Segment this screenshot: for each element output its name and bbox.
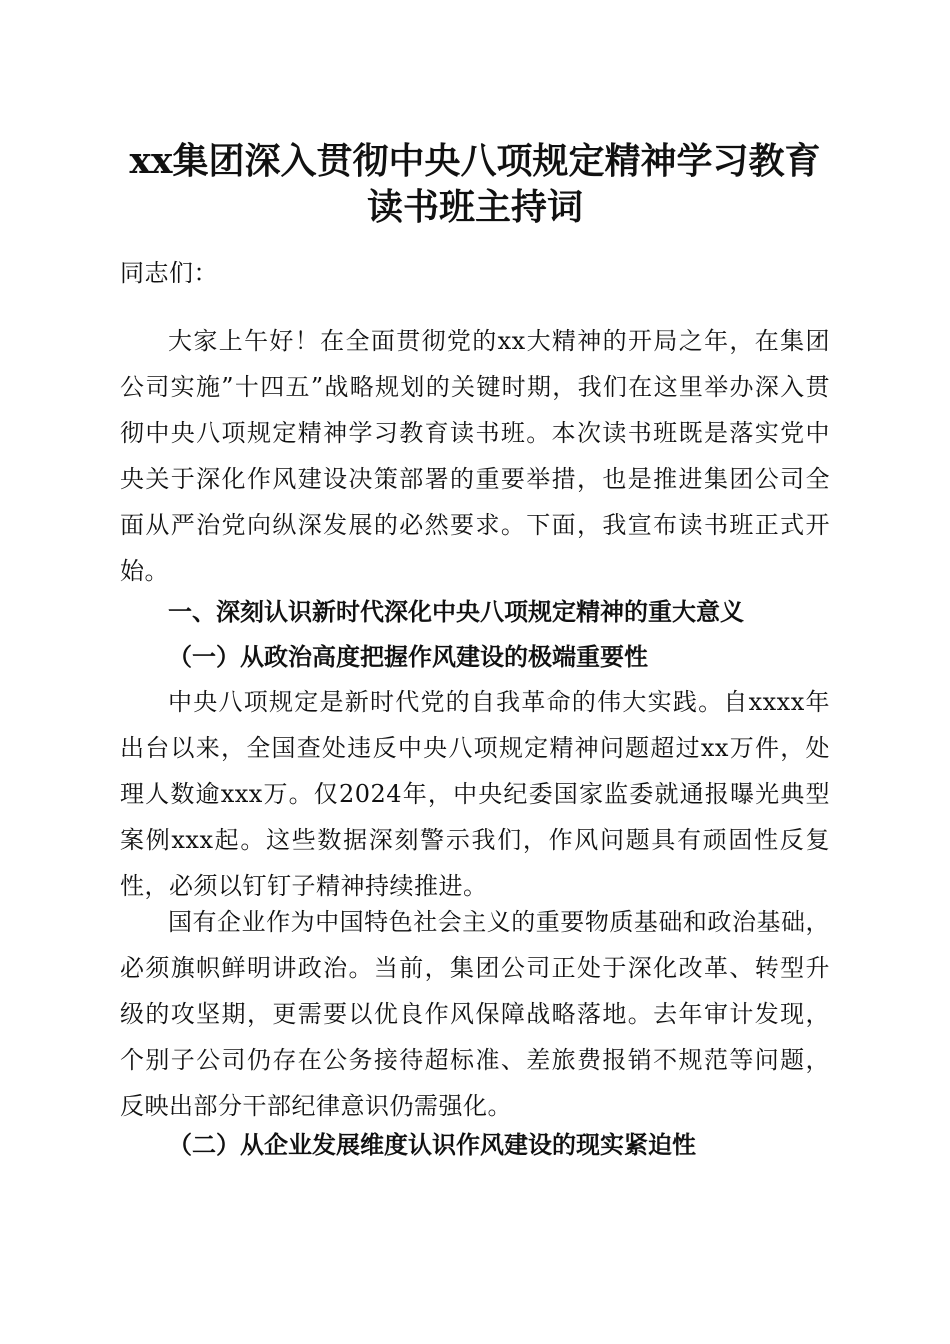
salutation: 同志们： xyxy=(120,259,218,287)
paragraph-political-significance: 中央八项规定是新时代党的自我革命的伟大实践。自xxxx年出台以来，全国查处违反中央八项规定精神问题超过xx万件，处理人数逾xxx万。仅2024年，中央纪委国家监委就通报曝光典型案例xxx起。这些数据深刻警示我们，作风问题具有顽固性反复性，必须以钉钉子精神持续推进。 xyxy=(120,688,830,900)
subsection-heading-2: （二）从企业发展维度认识作风建设的现实紧迫性 xyxy=(168,1130,696,1159)
document-title-line2: 读书班主持词 xyxy=(366,186,583,228)
section-heading-1: 一、深刻认识新时代深化中央八项规定精神的重大意义 xyxy=(168,598,744,626)
document-title-line1: xx集团深入贯彻中央八项规定精神学习教育 xyxy=(129,140,821,182)
subsection-heading-1: （一）从政治高度把握作风建设的极端重要性 xyxy=(168,642,648,671)
paragraph-soe-requirements: 国有企业作为中国特色社会主义的重要物质基础和政治基础，必须旗帜鲜明讲政治。当前，集团公司正处于深化改革、转型升级的攻坚期，更需要以优良作风保障战略落地。去年审计发现，个别子公司仍存在公务接待超标准、差旅费报销不规范等问题，反映出部分干部纪律意识仍需强化。 xyxy=(120,908,830,1120)
opening-paragraph: 大家上午好！在全面贯彻党的xx大精神的开局之年，在集团公司实施”十四五”战略规划的关键时期，我们在这里举办深入贯彻中央八项规定精神学习教育读书班。本次读书班既是落实党中央关于深化作风建设决策部署的重要举措，也是推进集团公司全面从严治党向纵深发展的必然要求。下面，我宣布读书班正式开始。 xyxy=(120,327,830,585)
